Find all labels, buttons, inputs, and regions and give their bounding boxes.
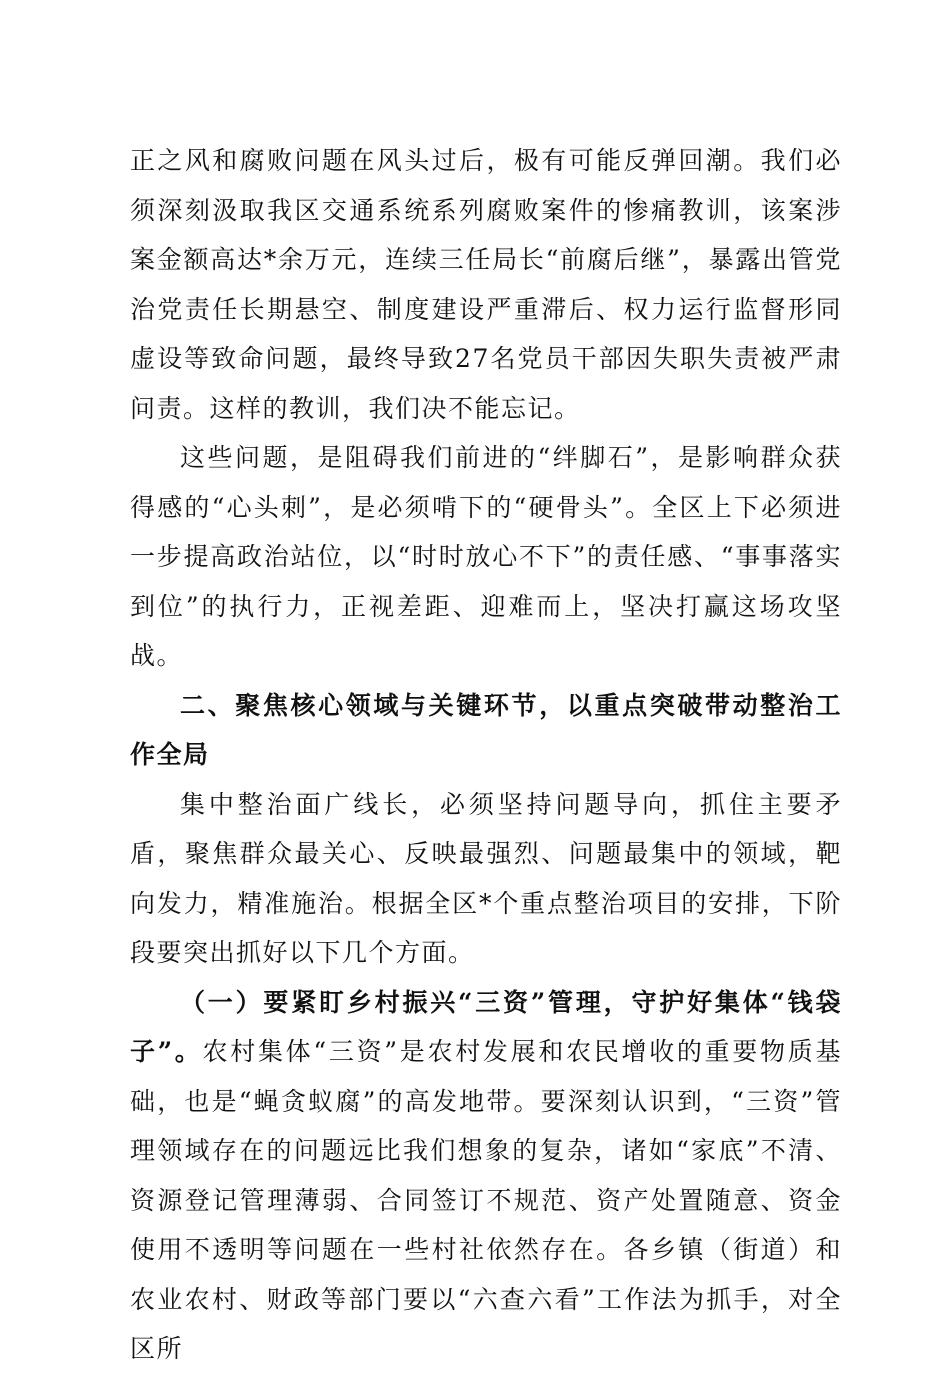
paragraph-1: 正之风和腐败问题在风头过后，极有可能反弹回潮。我们必须深刻汲取我区交通系统系列腐败案件的惨痛教训，该案涉案金额高达*余万元，连续三任局长“前腐后继”，暴露出管党治党责任长期悬空、制度建设严重滞后、权力运行监督形同虚设等致命问题，最终导致27名党员干部因失职失责被严肃问责。这样的教训，我们决不能忘记。 xyxy=(130,146,842,423)
section-heading-2: 二、聚焦核心领域与关键环节，以重点突破带动整治工作全局 xyxy=(130,690,842,769)
paragraph-3: 集中整治面广线长，必须坚持问题导向，抓住主要矛盾，聚焦群众最关心、反映最强烈、问题最集中的领域，靶向发力，精准施治。根据全区*个重点整治项目的安排，下阶段要突出抓好以下几个方面。 xyxy=(130,789,842,967)
paragraph-2: 这些问题，是阻碍我们前进的“绊脚石”，是影响群众获得感的“心头刺”，是必须啃下的“硬骨头”。全区上下必须进一步提高政治站位，以“时时放心不下”的责任感、“事事落实到位”的执行力，正视差距、迎难而上，坚决打赢这场攻坚战。 xyxy=(130,443,842,670)
paragraph-4 xyxy=(130,978,842,1374)
document-page xyxy=(130,136,842,1374)
subsection-heading-1: （一）要紧盯乡村振兴“三资”管理，守护好集体“钱袋子”。 xyxy=(130,987,842,1066)
paragraph-4-body: 农村集体“三资”是农村发展和农民增收的重要物质基础，也是“蝇贪蚁腐”的高发地带。要深刻认识到，“三资”管理领域存在的问题远比我们想象的复杂，诸如“家底”不清、资源登记管理薄弱、合同签订不规范、资产处置随意、资金使用不透明等问题在一些村社依然存在。各乡镇（街道）和农业农村、财政等部门要以“六查六看”工作法为抓手，对全区所 xyxy=(130,1037,842,1363)
